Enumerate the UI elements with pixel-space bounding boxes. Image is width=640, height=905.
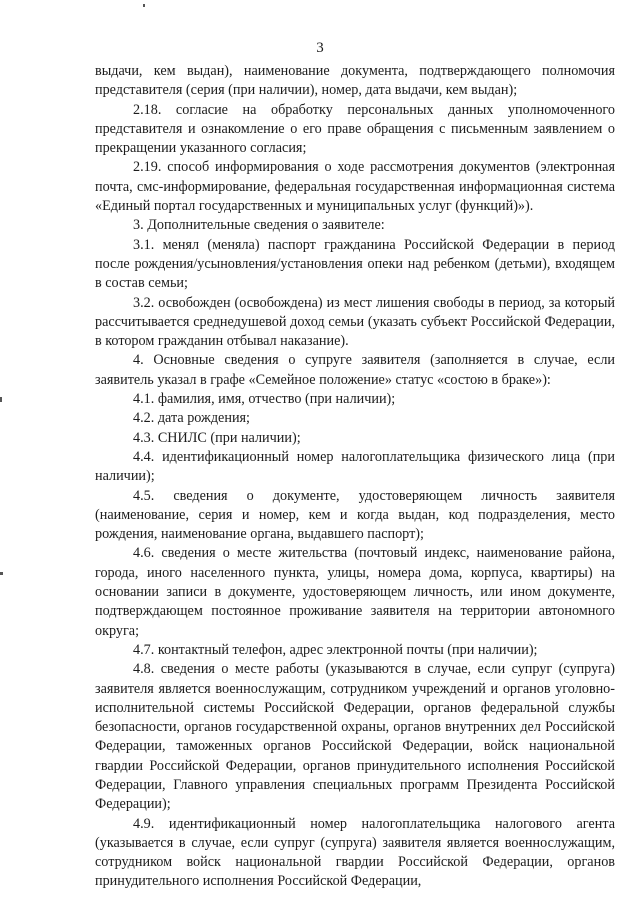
- paragraph: 4.2. дата рождения;: [133, 410, 250, 427]
- paragraph: выдачи, кем выдан), наименование документа, подтверждающего полномочия представителя (серия (при наличии), номер, дата выдачи, кем выдан);: [95, 63, 615, 99]
- paragraph: 4.6. сведения о месте жительства (почтовый индекс, наименование района, города, иного населенного пункта, улицы, номера дома, корпуса, квартиры) на основании записи в документе, удостоверяющем личность, или ином документе, подтверждающем постоянное проживание заявителя на территории автономного округа;: [95, 545, 615, 639]
- scan-mark-top: [143, 4, 145, 7]
- paragraph: 4.7. контактный телефон, адрес электронной почты (при наличии);: [133, 641, 538, 658]
- paragraph: 3.2. освобожден (освобождена) из мест лишения свободы в период, за который рассчитывается среднедушевой доход семьи (указать субъект Российской Федерации, в котором гражданин отбывал наказание).: [95, 294, 615, 350]
- paragraph: 4.3. СНИЛС (при наличии);: [133, 429, 301, 446]
- scan-mark-left-1: [0, 397, 2, 402]
- paragraph: 4. Основные сведения о супруге заявителя (заполняется в случае, если заявитель указал в графе «Семейное положение» статус «состою в браке»):: [95, 352, 615, 388]
- page-number: 3: [316, 40, 324, 56]
- paragraph: 4.9. идентификационный номер налогоплательщика налогового агента (указывается в случае, если супруг (супруга) заявителя является военнослужащим, сотрудником войск национальной гвардии Российской Федерации, органов принудительного исполнения Российской Федерации,: [95, 815, 615, 890]
- paragraph: 4.5. сведения о документе, удостоверяющем личность заявителя (наименование, серия и номер, кем и когда выдан, код подразделения, место рождения, наименование органа, выдавшего паспорт);: [95, 487, 615, 543]
- paragraph: 4.1. фамилия, имя, отчество (при наличии);: [133, 391, 396, 408]
- document-body: [95, 62, 615, 892]
- paragraph: 4.4. идентификационный номер налогоплательщика физического лица (при наличии);: [95, 448, 615, 485]
- paragraph: 2.18. согласие на обработку персональных данных уполномоченного представителя и ознакомление о его праве обращения с письменным заявлением о прекращении указанного согласия;: [95, 101, 615, 157]
- paragraph: 3.1. менял (меняла) паспорт гражданина Российской Федерации в период после рождения/усыновления/установления опеки над ребенком (детьми), входящем в состав семьи;: [95, 236, 615, 292]
- paragraph: 3. Дополнительные сведения о заявителе:: [133, 217, 385, 234]
- paragraph: 2.19. способ информирования о ходе рассмотрения документов (электронная почта, смс-информирование, федеральная государственная информационная система «Единый портал государственных и муниципальных услуг (функций)»).: [95, 159, 615, 215]
- paragraph: 4.8. сведения о месте работы (указываются в случае, если супруг (супруга) заявителя является военнослужащим, сотрудником учреждений и органов уголовно-исполнительной системы Российской Федерации, органов федеральной службы безопасности, органов государственной охраны, органов внутренних дел Российской Федерации, таможенных органов Российской Федерации, войск национальной гвардии Российской Федерации, органов принудительного исполнения Российской Федерации, Главного управления специальных программ Президента Российской Федерации);: [95, 661, 615, 813]
- scan-mark-left-2: [0, 572, 3, 575]
